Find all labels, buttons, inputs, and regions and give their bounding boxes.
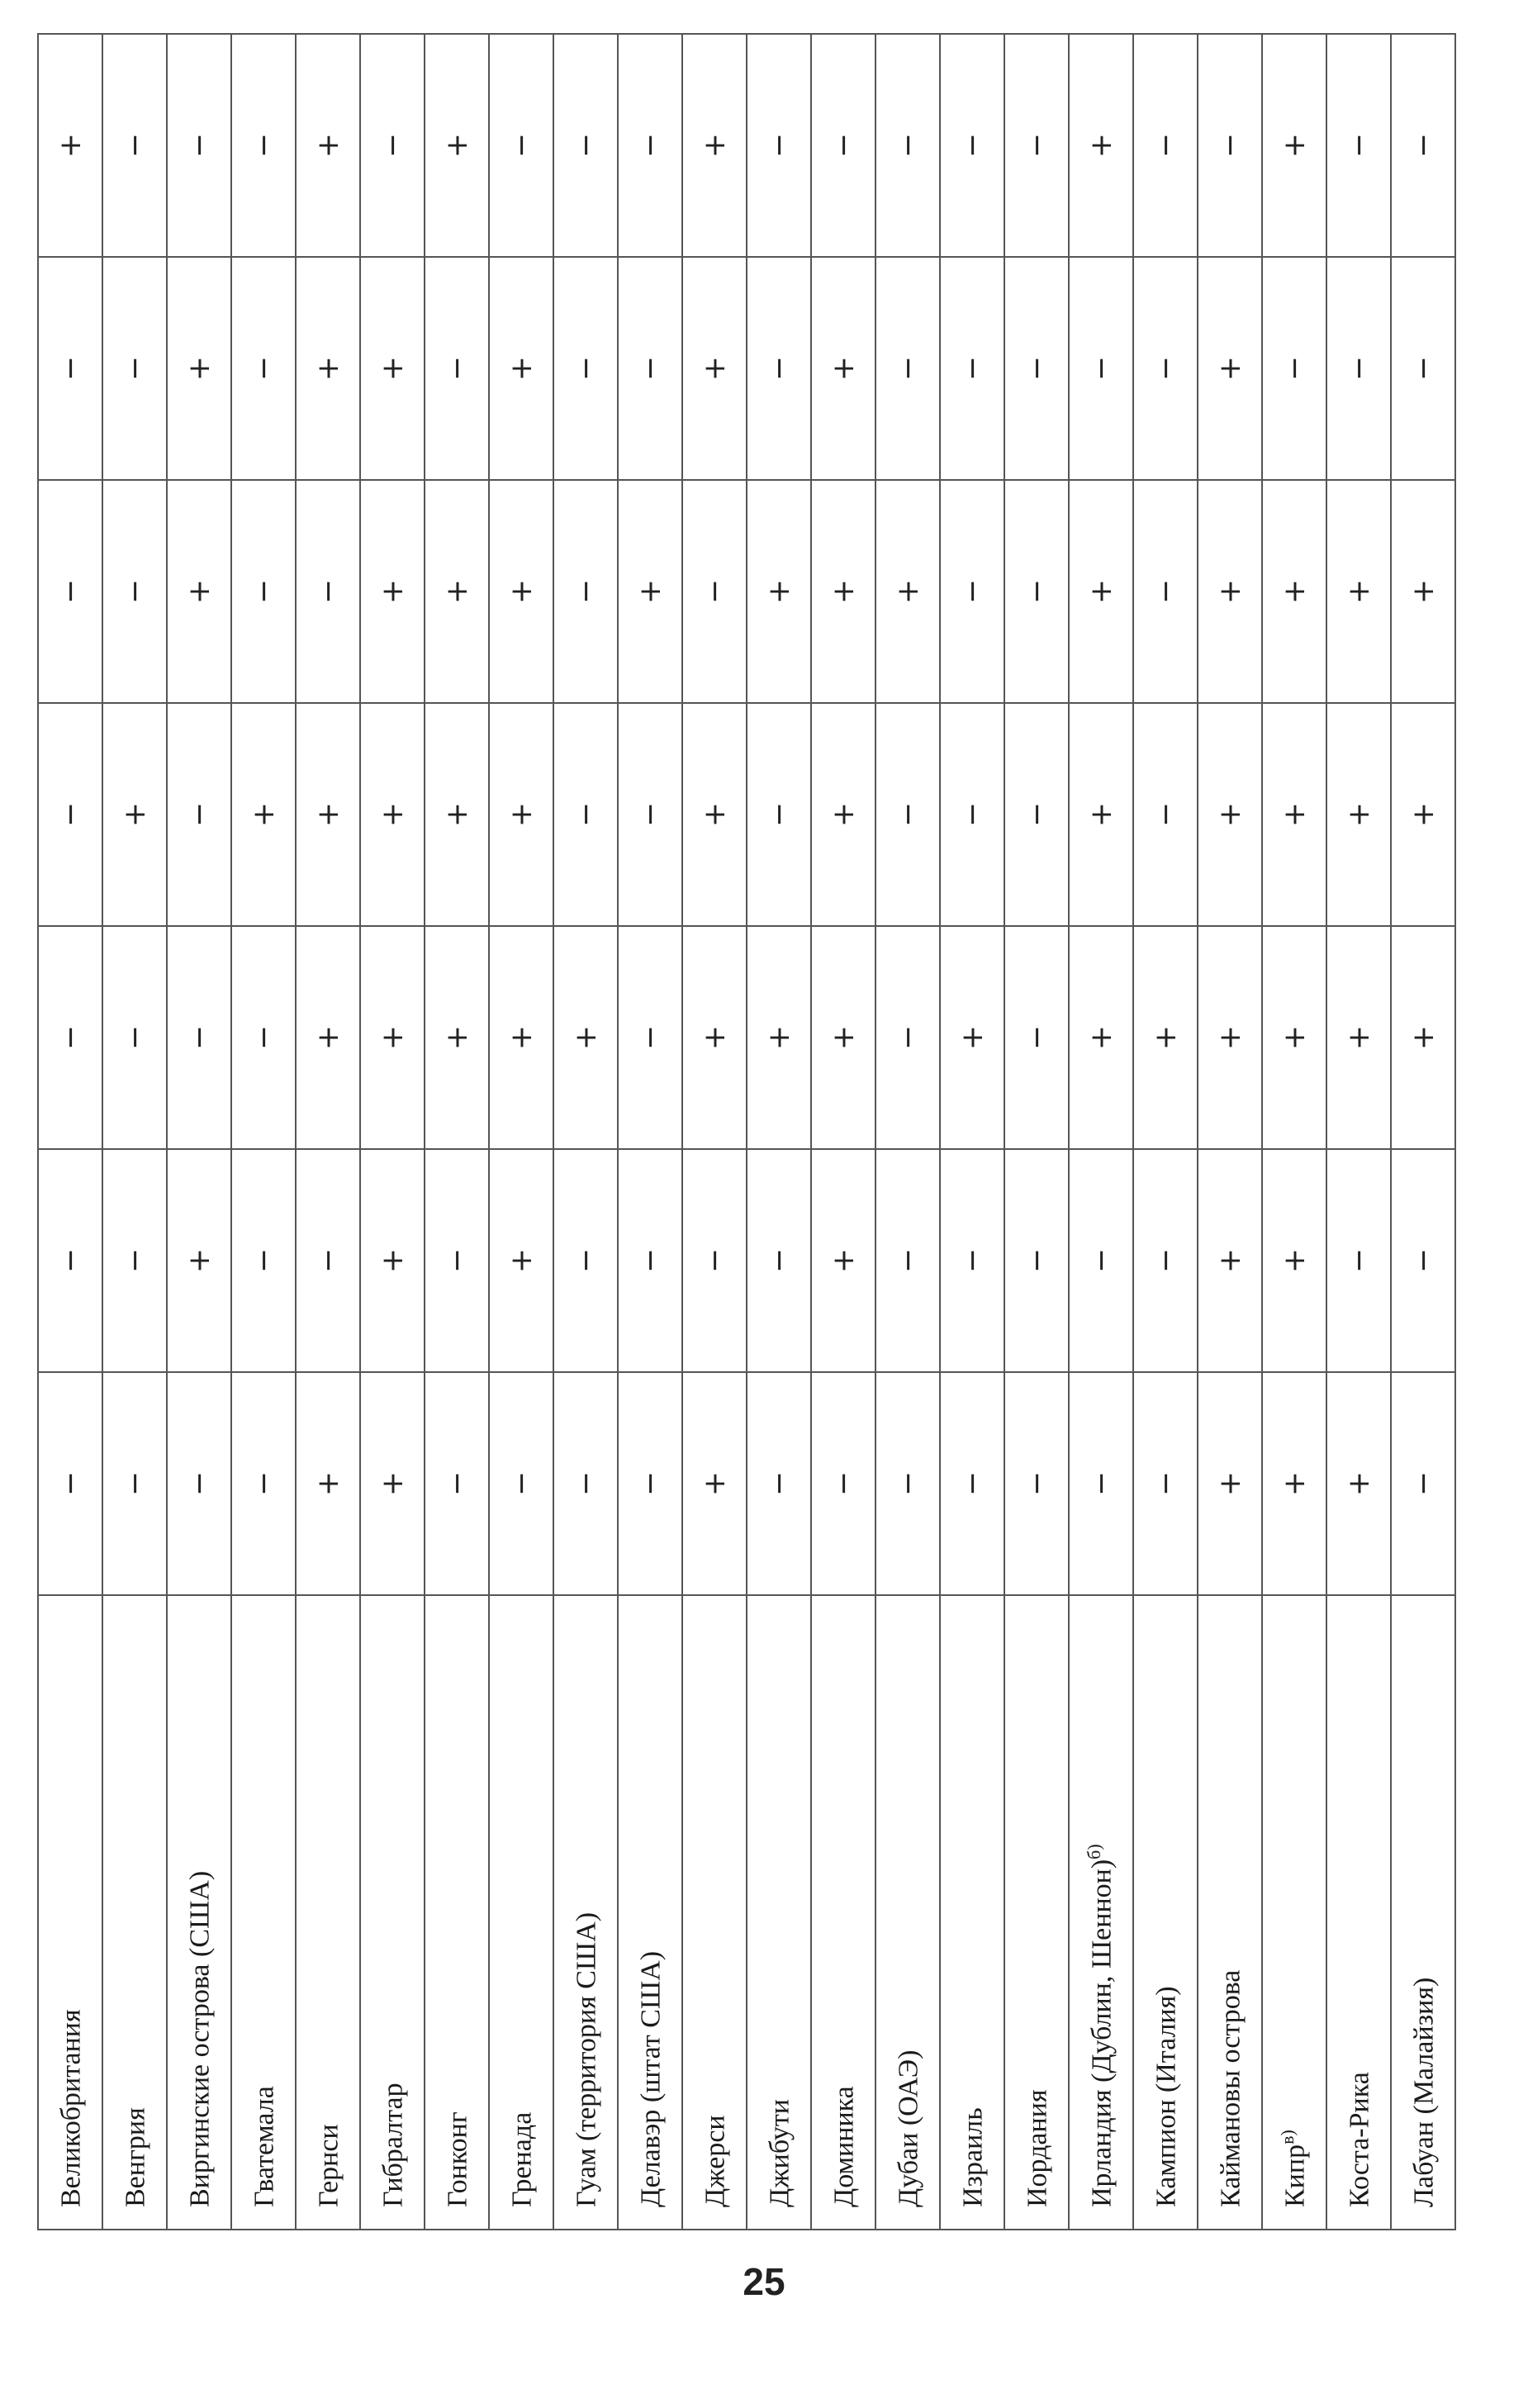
country-cell	[1069, 1595, 1133, 2230]
mark-cell: +	[296, 926, 360, 1149]
country-name: Гренада	[506, 2111, 538, 2207]
mark-cell: −	[1004, 703, 1069, 926]
mark-cell: −	[102, 1149, 167, 1372]
mark-cell: +	[747, 926, 811, 1149]
table-row	[940, 34, 1004, 2230]
mark-cell: +	[1391, 703, 1455, 926]
mark-cell: −	[876, 926, 940, 1149]
country-cell	[360, 1595, 425, 2230]
mark-cell: +	[425, 480, 489, 703]
country-name: Гонконг	[442, 2111, 473, 2207]
mark-cell: +	[1198, 703, 1262, 926]
mark-cell: −	[167, 703, 231, 926]
mark-cell: +	[1262, 926, 1326, 1149]
mark-cell: +	[489, 703, 553, 926]
table-row	[231, 34, 296, 2230]
country-name: Лабуан (Малайзия)	[1408, 1977, 1440, 2207]
mark-cell: −	[811, 1372, 876, 1595]
mark-cell: −	[940, 1372, 1004, 1595]
mark-cell: −	[876, 34, 940, 257]
mark-cell: −	[682, 480, 747, 703]
country-name: Делавэр (штат США)	[635, 1950, 667, 2207]
mark-cell: +	[1198, 926, 1262, 1149]
country-cell	[1391, 1595, 1455, 2230]
mark-cell: −	[1133, 1149, 1198, 1372]
country-cell	[38, 1595, 102, 2230]
mark-cell: −	[231, 257, 296, 480]
mark-cell: −	[811, 34, 876, 257]
mark-cell: +	[489, 480, 553, 703]
mark-cell: +	[425, 34, 489, 257]
mark-cell: +	[296, 257, 360, 480]
table-row	[102, 34, 167, 2230]
table-row	[553, 34, 618, 2230]
mark-cell: −	[360, 34, 425, 257]
mark-cell: −	[1262, 257, 1326, 480]
mark-cell: −	[618, 34, 682, 257]
country-cell	[811, 1595, 876, 2230]
mark-cell: −	[940, 34, 1004, 257]
mark-cell: −	[618, 926, 682, 1149]
mark-cell: −	[1004, 926, 1069, 1149]
mark-cell: −	[1069, 1149, 1133, 1372]
mark-cell: −	[231, 926, 296, 1149]
country-name: Иордания	[1022, 2089, 1053, 2207]
mark-cell: +	[876, 480, 940, 703]
mark-cell: +	[425, 926, 489, 1149]
table-row	[1326, 34, 1391, 2230]
mark-cell: +	[296, 1372, 360, 1595]
country-cell	[1198, 1595, 1262, 2230]
mark-cell: +	[682, 1372, 747, 1595]
mark-cell: −	[231, 480, 296, 703]
country-name: Венгрия	[120, 2107, 151, 2207]
mark-cell: +	[102, 703, 167, 926]
country-name: Гибралтар	[377, 2083, 409, 2207]
country-cell	[489, 1595, 553, 2230]
country-cell	[747, 1595, 811, 2230]
mark-cell: −	[231, 1149, 296, 1372]
table-row	[618, 34, 682, 2230]
mark-cell: +	[489, 257, 553, 480]
mark-cell: −	[876, 257, 940, 480]
mark-cell: −	[618, 1149, 682, 1372]
page-number: 25	[743, 2260, 785, 2303]
mark-cell: −	[747, 34, 811, 257]
mark-cell: +	[1069, 926, 1133, 1149]
mark-cell: +	[1198, 480, 1262, 703]
country-name: Дубаи (ОАЭ)	[893, 2049, 924, 2207]
table-row	[167, 34, 231, 2230]
mark-cell: +	[1326, 1372, 1391, 1595]
country-name: Каймановы острова	[1215, 1969, 1246, 2207]
mark-cell: +	[489, 1149, 553, 1372]
mark-cell: −	[1391, 257, 1455, 480]
mark-cell: −	[1326, 257, 1391, 480]
mark-cell: +	[1133, 926, 1198, 1149]
mark-cell: +	[1391, 480, 1455, 703]
country-cell	[425, 1595, 489, 2230]
mark-cell: +	[811, 703, 876, 926]
mark-cell: −	[167, 926, 231, 1149]
country-name: Коста-Рика	[1344, 2072, 1375, 2207]
mark-cell: +	[747, 480, 811, 703]
mark-cell: +	[1069, 34, 1133, 257]
mark-cell: −	[618, 257, 682, 480]
mark-cell: −	[1133, 34, 1198, 257]
mark-cell: +	[1262, 34, 1326, 257]
country-cell	[876, 1595, 940, 2230]
mark-cell: +	[618, 480, 682, 703]
mark-cell: +	[682, 257, 747, 480]
mark-cell: −	[38, 257, 102, 480]
mark-cell: −	[1004, 1372, 1069, 1595]
mark-cell: −	[1326, 1149, 1391, 1372]
mark-cell: −	[1004, 480, 1069, 703]
rotated-content	[37, 33, 1456, 2230]
mark-cell: +	[425, 703, 489, 926]
mark-cell: −	[1133, 703, 1198, 926]
footnote-marker: б)	[1084, 1844, 1105, 1859]
mark-cell: −	[38, 926, 102, 1149]
mark-cell: +	[360, 1372, 425, 1595]
footnote-marker: в)	[1277, 2130, 1298, 2144]
country-name: Ирландия (Дублин, Шеннон)	[1086, 1859, 1118, 2207]
mark-cell: +	[1198, 1149, 1262, 1372]
mark-cell: −	[425, 1372, 489, 1595]
country-name: Доминика	[828, 2086, 860, 2207]
table-row	[1069, 34, 1133, 2230]
table-row	[1133, 34, 1198, 2230]
mark-cell: −	[38, 703, 102, 926]
mark-cell: −	[296, 480, 360, 703]
mark-cell: +	[811, 926, 876, 1149]
table-row	[811, 34, 876, 2230]
mark-cell: −	[102, 1372, 167, 1595]
mark-cell: −	[38, 1149, 102, 1372]
mark-cell: +	[1326, 480, 1391, 703]
mark-cell: −	[1326, 34, 1391, 257]
mark-cell: −	[618, 1372, 682, 1595]
mark-cell: −	[682, 1149, 747, 1372]
mark-cell: +	[1198, 257, 1262, 480]
country-cell	[296, 1595, 360, 2230]
table-row	[1391, 34, 1455, 2230]
mark-cell: +	[360, 703, 425, 926]
country-cell	[1004, 1595, 1069, 2230]
mark-cell: +	[682, 926, 747, 1149]
country-name: Кипр	[1279, 2144, 1311, 2207]
mark-cell: −	[553, 257, 618, 480]
table-row	[747, 34, 811, 2230]
mark-cell: −	[553, 1149, 618, 1372]
mark-cell: −	[747, 257, 811, 480]
mark-cell: +	[1069, 703, 1133, 926]
mark-cell: +	[1262, 480, 1326, 703]
country-cell	[940, 1595, 1004, 2230]
mark-cell: −	[747, 1149, 811, 1372]
mark-cell: −	[876, 1149, 940, 1372]
mark-cell: +	[682, 34, 747, 257]
mark-cell: −	[1198, 34, 1262, 257]
table-row	[38, 34, 102, 2230]
country-name: Гуам (территория США)	[571, 1912, 602, 2207]
mark-cell: −	[747, 1372, 811, 1595]
table-row	[1004, 34, 1069, 2230]
table-row	[682, 34, 747, 2230]
country-cell	[231, 1595, 296, 2230]
mark-cell: −	[940, 703, 1004, 926]
mark-cell: +	[1262, 1149, 1326, 1372]
mark-cell: −	[1069, 1372, 1133, 1595]
mark-cell: +	[1069, 480, 1133, 703]
mark-cell: +	[1262, 1372, 1326, 1595]
mark-cell: +	[682, 703, 747, 926]
jurisdictions-table	[37, 33, 1456, 2230]
table-row	[360, 34, 425, 2230]
mark-cell: −	[1391, 1372, 1455, 1595]
table-row	[1262, 34, 1326, 2230]
mark-cell: −	[102, 926, 167, 1149]
mark-cell: −	[425, 1149, 489, 1372]
country-name: Гернси	[313, 2124, 344, 2207]
mark-cell: −	[167, 34, 231, 257]
country-cell	[1133, 1595, 1198, 2230]
mark-cell: +	[940, 926, 1004, 1149]
country-name: Гватемала	[249, 2086, 280, 2207]
mark-cell: +	[167, 480, 231, 703]
mark-cell: −	[38, 1372, 102, 1595]
mark-cell: −	[940, 257, 1004, 480]
mark-cell: −	[747, 703, 811, 926]
mark-cell: −	[553, 480, 618, 703]
mark-cell: +	[553, 926, 618, 1149]
mark-cell: +	[296, 703, 360, 926]
mark-cell: −	[1391, 1149, 1455, 1372]
mark-cell: +	[1198, 1372, 1262, 1595]
mark-cell: +	[167, 1149, 231, 1372]
country-name: Виргинские острова (США)	[184, 1870, 216, 2207]
mark-cell: +	[360, 1149, 425, 1372]
mark-cell: −	[940, 480, 1004, 703]
country-cell	[553, 1595, 618, 2230]
mark-cell: −	[1004, 1149, 1069, 1372]
mark-cell: −	[102, 480, 167, 703]
mark-cell: −	[618, 703, 682, 926]
mark-cell: −	[38, 480, 102, 703]
country-cell	[618, 1595, 682, 2230]
country-name: Израиль	[957, 2107, 989, 2207]
country-name: Кампион (Италия)	[1151, 1986, 1182, 2207]
table-row	[1198, 34, 1262, 2230]
mark-cell: +	[231, 703, 296, 926]
mark-cell: +	[1262, 703, 1326, 926]
country-cell	[167, 1595, 231, 2230]
table-row	[876, 34, 940, 2230]
mark-cell: +	[38, 34, 102, 257]
rotated-page	[37, 33, 1456, 2230]
mark-cell: +	[360, 257, 425, 480]
mark-cell: −	[231, 1372, 296, 1595]
mark-cell: +	[360, 480, 425, 703]
mark-cell: +	[811, 257, 876, 480]
mark-cell: −	[1133, 257, 1198, 480]
mark-cell: −	[102, 34, 167, 257]
mark-cell: −	[425, 257, 489, 480]
mark-cell: +	[167, 257, 231, 480]
mark-cell: −	[1004, 34, 1069, 257]
mark-cell: −	[1004, 257, 1069, 480]
mark-cell: −	[553, 1372, 618, 1595]
mark-cell: +	[489, 926, 553, 1149]
mark-cell: −	[553, 34, 618, 257]
mark-cell: −	[489, 34, 553, 257]
country-cell	[102, 1595, 167, 2230]
mark-cell: −	[553, 703, 618, 926]
mark-cell: −	[296, 1149, 360, 1372]
table-row	[425, 34, 489, 2230]
mark-cell: −	[940, 1149, 1004, 1372]
mark-cell: −	[1391, 34, 1455, 257]
mark-cell: −	[1133, 480, 1198, 703]
country-name: Великобритания	[55, 2009, 87, 2207]
mark-cell: +	[1326, 703, 1391, 926]
mark-cell: −	[102, 257, 167, 480]
mark-cell: −	[1069, 257, 1133, 480]
mark-cell: +	[811, 1149, 876, 1372]
mark-cell: −	[876, 1372, 940, 1595]
country-cell	[1262, 1595, 1326, 2230]
mark-cell: +	[360, 926, 425, 1149]
mark-cell: −	[1133, 1372, 1198, 1595]
mark-cell: +	[1326, 926, 1391, 1149]
mark-cell: −	[167, 1372, 231, 1595]
table-row	[296, 34, 360, 2230]
mark-cell: −	[231, 34, 296, 257]
country-name: Джерси	[700, 2115, 731, 2207]
country-cell	[1326, 1595, 1391, 2230]
country-name: Джибути	[764, 2099, 795, 2207]
mark-cell: −	[876, 703, 940, 926]
mark-cell: +	[1391, 926, 1455, 1149]
table-row	[489, 34, 553, 2230]
mark-cell: +	[811, 480, 876, 703]
country-cell	[682, 1595, 747, 2230]
mark-cell: +	[296, 34, 360, 257]
mark-cell: −	[489, 1372, 553, 1595]
